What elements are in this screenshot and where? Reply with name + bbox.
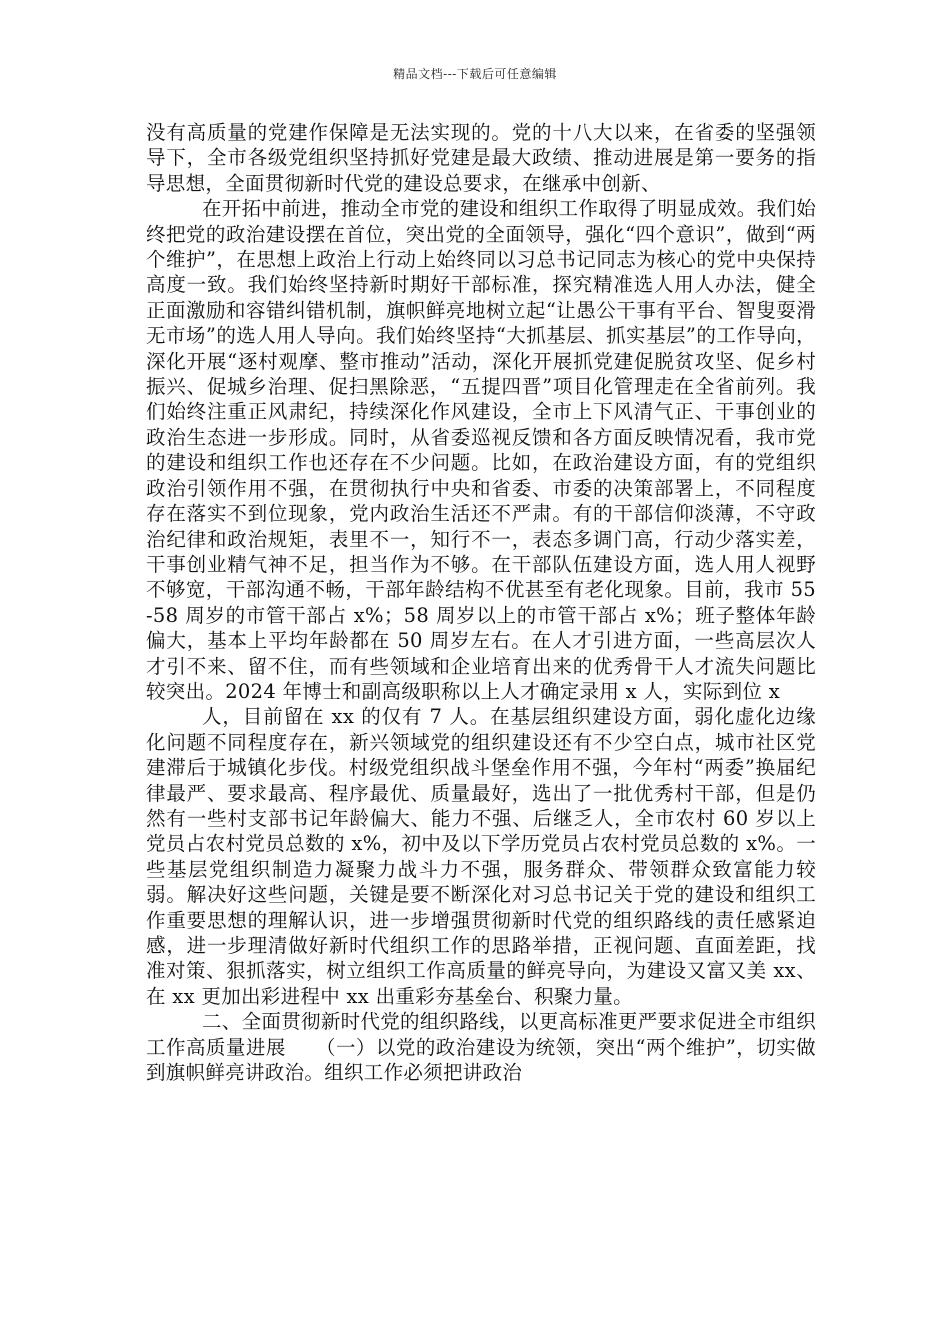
paragraph-1: 没有高质量的党建作保障是无法实现的。党的十八大以来，在省委的坚强领导下，全市各级党组织坚持抓好党建是最大政绩、推动进展是第一要务的指导思想，全面贯彻新时代党的建设总要求，在继承中创新、: [146, 121, 816, 195]
paragraph-2: 在开拓中前进，推动全市党的建设和组织工作取得了明显成效。我们始终把党的政治建设摆在首位，突出党的全面领导，强化“四个意识”，做到“两个维护”，在思想上政治上行动上始终同以习总书记同志为核心的党中央保持高度一致。我们始终坚持新时期好干部标准，探究精准选人用人办法，健全正面激励和容错纠错机制，旗帜鲜亮地树立起“让愚公干事有平台、智叟耍滑无市场”的选人用人导向。我们始终坚持“大抓基层、抓实基层”的工作导向，深化开展“逐村观摩、整市推动”活动，深化开展抓党建促脱贫攻坚、促乡村振兴、促城乡治理、促扫黑除恶，“五提四晋”项目化管理走在全省前列。我们始终注重正风肃纪，持续深化作风建设，全市上下风清气正、干事创业的政治生态进一步形成。同时，从省委巡视反馈和各方面反映情况看，我市党的建设和组织工作也还存在不少问题。比如，在政治建设方面，有的党组织政治引领作用不强，在贯彻执行中央和省委、市委的决策部署上，不同程度存在落实不到位现象，党内政治生活还不严肃。有的干部信仰淡薄，不守政治纪律和政治规矩，表里不一，知行不一，表态多调门高，行动少落实差，干事创业精气神不足，担当作为不够。在干部队伍建设方面，选人用人视野不够宽，干部沟通不畅，干部年龄结构不优甚至有老化现象。目前，我市 55-58 周岁的市管干部占 x%；58 周岁以上的市管干部占 x%；班子整体年龄偏大，基本上平均年龄都在 50 周岁左右。在人才引进方面，一些高层次人才引不来、留不住，而有些领域和企业培育出来的优秀骨干人才流失问题比较突出。2024 年博士和副高级职称以上人才确定录用 x 人，实际到位 x: [146, 197, 816, 703]
paragraph-4: 二、全面贯彻新时代党的组织路线，以更高标准更严要求促进全市组织工作高质量进展 （一）以党的政治建设为统领，突出“两个维护”，切实做到旗帜鲜亮讲政治。组织工作必须把讲政治: [146, 1010, 816, 1085]
paragraph-3: 人，目前留在 xx 的仅有 7 人。在基层组织建设方面，弱化虚化边缘化问题不同程度存在，新兴领域党的组织建设还有不少空白点，城市社区党建滞后于城镇化步伐。村级党组织战斗堡垒作用不强，今年村“两委”换届纪律最严、要求最高、程序最优、质量最好，选出了一批优秀村干部，但是仍然有一些村支部书记年龄偏大、能力不强、后继乏人，全市农村 60 岁以上党员占农村党员总数的 x%，初中及以下学历党员占农村党员总数的 x%。一些基层党组织制造力凝聚力战斗力不强，服务群众、带领群众致富能力较弱。解决好这些问题，关键是要不断深化对习总书记关于党的建设和组织工作重要思想的理解认识，进一步增强贯彻新时代党的组织路线的责任感紧迫感，进一步理清做好新时代组织工作的思路举措，正视问题、直面差距，找准对策、狠抓落实，树立组织工作高质量的鲜亮导向，为建设又富又美 xx、在 xx 更加出彩进程中 xx 出重彩夯基垒台、积聚力量。: [146, 705, 816, 1008]
document-body: [146, 120, 816, 1085]
page-header: 精品文档---下载后可任意编辑: [393, 67, 557, 81]
